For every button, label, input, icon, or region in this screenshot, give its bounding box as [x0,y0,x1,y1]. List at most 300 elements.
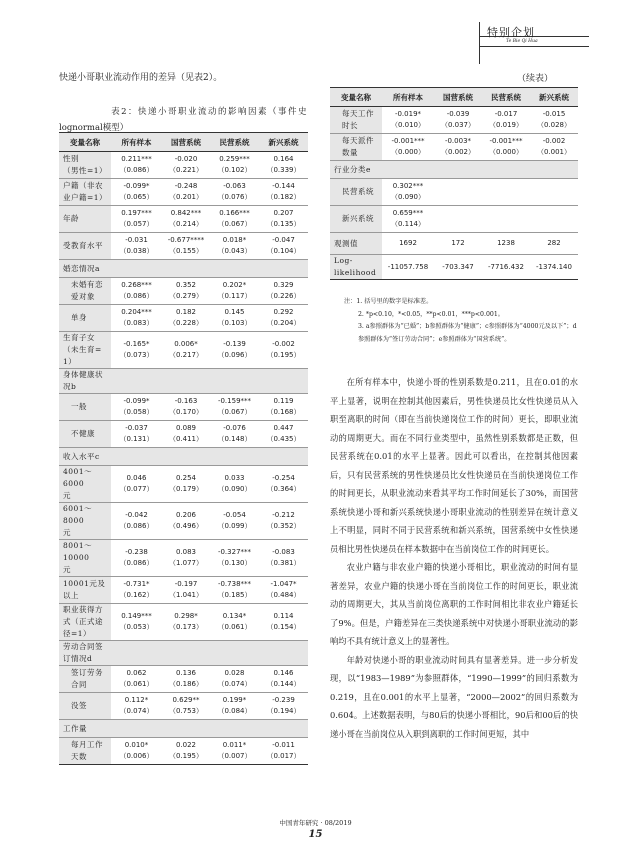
row-label: 年龄 [59,206,111,233]
table-cell [162,152,210,179]
coefficient: -0.076 [223,424,246,432]
table-cell [210,233,259,260]
table-cell [210,666,259,693]
table-cell [210,421,259,448]
column-header: 新兴系统 [259,133,308,152]
table-cell [111,152,162,179]
standard-error: （0.217） [168,351,204,359]
standard-error: （0.037） [440,121,476,129]
table-cell [259,278,308,305]
row-label: 工作量 [59,720,111,738]
row-label: 4001～6000 元 [59,466,111,503]
standard-error: （0.179） [168,485,204,493]
table-cell [259,421,308,448]
row-label: 每月工作 天数 [59,738,111,765]
coefficient: -0.144 [272,182,295,190]
standard-error: （0.144） [266,680,301,688]
standard-error: （0.099） [217,522,252,530]
coefficient: -0.001*** [489,137,523,145]
standard-error: （0.201） [168,193,204,201]
table-cell [162,394,210,421]
standard-error: （0.195） [266,351,301,359]
table-cell [162,179,210,206]
table-row [330,107,578,134]
row-label: 性别 （男性=1） [59,152,111,179]
caption-line-1: 表2：快递小哥职业流动的影响因素（事件史 [111,107,308,117]
standard-error: （0.001） [536,148,572,156]
table-row [59,448,308,466]
table-row [59,720,308,738]
standard-error: （0.228） [168,319,204,327]
row-label: 8001～10000 元 [59,540,111,577]
standard-error: （0.435） [266,435,301,443]
table-cell [162,577,210,604]
table-cell [111,394,162,421]
column-header: 国营系统 [162,133,210,152]
coefficient: -0.001*** [391,137,425,145]
table-cell [259,305,308,332]
section-fill [111,720,308,738]
coefficient: 0.206 [175,511,197,519]
table-cell [162,421,210,448]
standard-error: （0.339） [266,166,301,174]
table-cell [382,206,434,233]
regression-table-part-2 [330,87,578,280]
standard-error: （0.130） [217,559,252,567]
table-cell [259,540,308,577]
table-row [59,604,308,641]
coefficient: 0.182 [175,308,197,316]
table-cell [259,233,308,260]
table-cell [530,206,578,233]
table-cell [210,738,259,765]
caption-line-2: lognormal模型） [59,123,129,133]
standard-error: （0.086） [119,166,154,174]
coefficient: 0.211*** [121,155,152,163]
table-cell [111,738,162,765]
table-cell [162,305,210,332]
coefficient: 0.629** [172,696,200,704]
standard-error: （0.043） [217,247,252,255]
standard-error: （0.002） [440,148,476,156]
standard-error: （0.148） [217,435,252,443]
table-row [59,738,308,765]
table-cell [210,305,259,332]
standard-error: （0.185） [217,591,252,599]
standard-error: （0.204） [266,319,301,327]
table-cell [111,233,162,260]
table-cell [482,179,530,206]
table-row [59,206,308,233]
standard-error: （0.065） [119,193,154,201]
standard-error: （0.090） [390,193,426,201]
standard-error: （0.168） [266,408,301,416]
intro-text: 快递小哥职业流动作用的差异（见表2）。 [59,73,223,83]
table-row [59,503,308,540]
coefficient: 0.197*** [121,209,152,217]
table-row [330,255,578,280]
note-2: 2. *p<0.10，*<0.05，**p<0.01，***p<0.001。 [358,310,504,318]
table-cell [111,540,162,577]
standard-error: （0.061） [217,623,252,631]
standard-error: （0.104） [266,247,301,255]
table-cell [210,394,259,421]
coefficient: 0.046 [126,474,147,482]
row-label: 单身 [59,305,111,332]
table-cell [482,134,530,161]
standard-error: （0.381） [266,559,301,567]
coefficient: 0.145 [224,308,245,316]
coefficient: 0.083 [175,548,197,556]
coefficient: 0.134* [222,612,247,620]
table-cell [162,466,210,503]
standard-error: （0.131） [119,435,154,443]
table-cell [162,666,210,693]
coefficient: 0.164 [273,155,294,163]
table-cell [210,179,259,206]
coefficient: 282 [547,239,561,247]
coefficient: -0.239 [272,696,295,704]
standard-error: （0.038） [119,247,154,255]
table-cell [162,332,210,369]
table-cell [111,666,162,693]
coefficient: -0.017 [494,110,518,118]
standard-error: （0.135） [266,220,301,228]
table-cell [482,206,530,233]
section-fill [111,369,308,394]
standard-error: （0.221） [168,166,204,174]
table-cell [111,466,162,503]
standard-error: （0.058） [119,408,154,416]
table-cell [162,233,210,260]
coefficient: 0.112* [124,696,149,704]
coefficient: 0.033 [224,474,245,482]
coefficient: 0.298* [174,612,198,620]
table-cell [530,179,578,206]
table-row [59,260,308,278]
table-row [59,666,308,693]
table-cell [259,332,308,369]
coefficient: -0.002 [272,340,295,348]
table-cell [111,693,162,720]
column-header: 民营系统 [210,133,259,152]
row-label: 行业分类e [330,161,382,179]
table-row [59,540,308,577]
table-cell [482,233,530,255]
coefficient: 0.302*** [392,182,424,190]
coefficient: 0.146 [273,669,294,677]
row-label: 收入水平c [59,448,111,466]
column-header: 民营系统 [482,88,530,107]
standard-error: （0.173） [168,623,204,631]
coefficient: -0.054 [223,511,246,519]
column-header: 变量名称 [330,88,382,107]
body-text [330,373,578,743]
table-cell [259,152,308,179]
table-cell [210,206,259,233]
table-row [59,305,308,332]
coefficient: 0.447 [273,424,294,432]
table-cell [210,540,259,577]
table-cell [210,278,259,305]
table-cell [162,693,210,720]
coefficient: 0.166*** [219,209,250,217]
row-label: 每天工作 时长 [330,107,382,134]
row-label: 签订劳务 合同 [59,666,111,693]
standard-error: （0.096） [217,351,252,359]
standard-error: （0.155） [168,247,204,255]
standard-error: （0.086） [119,522,154,530]
row-label: 户籍（非农 业户籍=1） [59,179,111,206]
section-fill [111,260,308,278]
standard-error: （0.028） [536,121,572,129]
standard-error: （0.067） [217,408,252,416]
table-cell [434,107,482,134]
standard-error: （0.114） [390,220,426,228]
standard-error: （0.364） [266,485,301,493]
coefficient: -1.047* [270,580,297,588]
table-cell [111,179,162,206]
table-cell [111,278,162,305]
row-label: 没签 [59,693,111,720]
table-cell [259,466,308,503]
table-cell [259,577,308,604]
coefficient: 0.089 [175,424,197,432]
coefficient: 0.207 [273,209,294,217]
coefficient: -0.003* [444,137,472,145]
coefficient: 0.659*** [392,209,424,217]
row-label: 6001～8000 元 [59,503,111,540]
standard-error: （0.086） [119,292,154,300]
standard-error: （0.086） [119,559,154,567]
column-header: 变量名称 [59,133,111,152]
column-header: 新兴系统 [530,88,578,107]
standard-error: （0.090） [217,485,252,493]
standard-error: （0.074） [217,680,252,688]
table-row [330,134,578,161]
standard-error: （0.182） [266,193,301,201]
table-row [59,466,308,503]
standard-error: （0.186） [168,680,204,688]
table-cell [434,179,482,206]
table-cell [210,332,259,369]
table-row [59,278,308,305]
coefficient: -703.347 [442,262,474,271]
coefficient: 0.202* [222,281,247,289]
standard-error: （0.000） [390,148,426,156]
row-label: 未婚有恋 爱对象 [59,278,111,305]
coefficient: 0.114 [273,612,294,620]
section-fill [382,161,578,179]
page-number: 15 [308,829,323,840]
table-row [59,641,308,666]
standard-error: （0.077） [119,485,154,493]
coefficient: -0.037 [125,424,148,432]
table-row [59,369,308,394]
coefficient: -0.738*** [217,580,252,588]
standard-error: （0.103） [217,319,252,327]
coefficient: -0.327*** [217,548,252,556]
table-cell [210,577,259,604]
coefficient: -0.083 [272,548,295,556]
standard-error: （0.000） [488,148,524,156]
coefficient: -0.031 [125,236,148,244]
table-cell [530,134,578,161]
paragraph: 年龄对快递小哥的职业流动时间具有显著差异。进一步分析发现，以“1983—1989”为参照群体，“1990—1999”的回归系数为0.219，且在0.001的水平上显著，“2000—2002”的回归系数为0.604。上述数据表明，与80后的快递小哥相比，90后和00后的快递小哥在当前岗位从入职到离职的工作时间更短，其中 [330,654,578,739]
standard-error: （0.352） [266,522,301,530]
standard-error: （0.226） [266,292,301,300]
coefficient: -0.677**** [167,236,205,244]
table-cell [111,206,162,233]
table-cell [210,604,259,641]
table-cell [210,503,259,540]
standard-error: （0.214） [168,220,204,228]
coefficient: 0.204*** [121,308,152,316]
standard-error: （1.077） [168,559,204,567]
standard-error: （0.279） [168,292,204,300]
column-header: 所有样本 [382,88,434,107]
coefficient: -0.019* [394,110,422,118]
table-cell [162,540,210,577]
table-row [330,161,578,179]
table-cell [530,233,578,255]
coefficient: -0.139 [223,340,246,348]
coefficient: -0.011 [272,741,295,749]
standard-error: （0.496） [168,522,204,530]
paragraph: 在所有样本中，快递小哥的性别系数是0.211，且在0.01的水平上显著，说明在控制其他因素后，男性快递员比女性快递员从入职至离职的时间（即在当前快递岗位工作的时间）更长，即职业流动的周期更大。而在不同行业类型中，虽然性别系数都是正数，但民营系统在0.01的水平上显著。因此可以看出，在控制其他因素后，只有民营系统的男性快递员比女性快递员在当前快递岗位工作的时间更长，从职业流动来看其平均工作时间延长了30%，而国营系统快递小哥和新兴系统快递小哥职业流动的性别差异在统计意义上不明显，同时不同于民营系统和新兴系统，国营系统中女性快递员相比男性快递员在样本数据中在当前岗位工作的时间更长。 [330,377,578,554]
standard-error: （0.170） [168,408,204,416]
standard-error: （0.753） [168,707,204,715]
standard-error: （0.411） [168,435,204,443]
standard-error: （0.006） [119,752,154,760]
coefficient: -0.254 [272,474,295,482]
table-cell [162,738,210,765]
row-label: 生育子女 （未生育= 1） [59,332,111,369]
coefficient: -0.731* [123,580,150,588]
coefficient: -0.099* [123,397,150,405]
regression-table-part-1 [59,132,308,765]
table-row [59,693,308,720]
table-cell [259,666,308,693]
row-label: 身体健康状 况b [59,369,111,394]
row-label: 婚恋情况a [59,260,111,278]
column-header: 国营系统 [434,88,482,107]
section-title: 特别企划 [487,26,535,39]
coefficient: -0.042 [125,511,148,519]
coefficient: 0.268*** [121,281,152,289]
coefficient: 0.010* [124,741,149,749]
table-cell [382,233,434,255]
table-cell [111,604,162,641]
coefficient: 1238 [497,239,515,247]
table-cell [210,466,259,503]
row-label: 观测值 [330,233,382,255]
standard-error: （0.484） [266,591,301,599]
coefficient: -7716.432 [488,262,524,271]
standard-error: （0.010） [390,121,426,129]
coefficient: 0.062 [126,669,147,677]
section-fill [111,448,308,466]
row-label: 每天派件 数量 [330,134,382,161]
standard-error: （0.084） [217,707,252,715]
coefficient: -0.248 [174,182,198,190]
coefficient: -0.238 [125,548,148,556]
table-cell [382,134,434,161]
table-cell [111,421,162,448]
standard-error: （0.067） [217,220,252,228]
table-cell [482,255,530,280]
coefficient: -0.212 [272,511,295,519]
row-label: 10001元及 以上 [59,577,111,604]
table-cell [259,179,308,206]
standard-error: （0.076） [217,193,252,201]
coefficient: 0.011* [222,741,247,749]
table-cell [162,604,210,641]
table-cell [259,206,308,233]
coefficient: -1374.140 [536,262,572,271]
table-row [59,332,308,369]
section-fill [111,641,308,666]
coefficient: 0.136 [175,669,197,677]
coefficient: -0.163 [174,397,198,405]
column-header: 所有样本 [111,133,162,152]
standard-error: （0.117） [217,292,252,300]
coefficient: 172 [451,239,465,247]
table-cell [111,305,162,332]
section-subtitle: Te Bie Qi Hua [506,39,538,44]
coefficient: 0.028 [224,669,245,677]
table-cell [111,332,162,369]
continued-label: （续表） [517,74,554,84]
table-row [59,179,308,206]
standard-error: （1.041） [168,591,204,599]
table-cell [210,152,259,179]
standard-error: （0.073） [119,351,154,359]
row-label: 受教育水平 [59,233,111,260]
table-cell [210,693,259,720]
coefficient: 0.006* [174,340,198,348]
coefficient: 0.292 [273,308,294,316]
row-label: 劳动合同签 订情况d [59,641,111,666]
coefficient: 0.119 [273,397,294,405]
standard-error: （0.102） [217,166,252,174]
standard-error: （0.017） [266,752,301,760]
table-cell [434,134,482,161]
row-label: 不健康 [59,421,111,448]
coefficient: -0.047 [272,236,295,244]
coefficient: -0.165* [123,340,150,348]
table-cell [259,503,308,540]
coefficient: -0.039 [446,110,470,118]
coefficient: 0.254 [175,474,197,482]
table-notes [330,296,578,346]
standard-error: （0.162） [119,591,154,599]
standard-error: （0.083） [119,319,154,327]
standard-error: （0.061） [119,680,154,688]
table-row [330,233,578,255]
table-cell [111,503,162,540]
coefficient: 0.022 [175,741,197,749]
table-header-row [330,88,578,107]
table-cell [530,255,578,280]
coefficient: -0.197 [174,580,198,588]
row-label: Log- likelihood [330,255,382,280]
row-label: 新兴系统 [330,206,382,233]
table-cell [382,255,434,280]
standard-error: （0.195） [168,752,204,760]
table-cell [162,206,210,233]
table-cell [259,693,308,720]
